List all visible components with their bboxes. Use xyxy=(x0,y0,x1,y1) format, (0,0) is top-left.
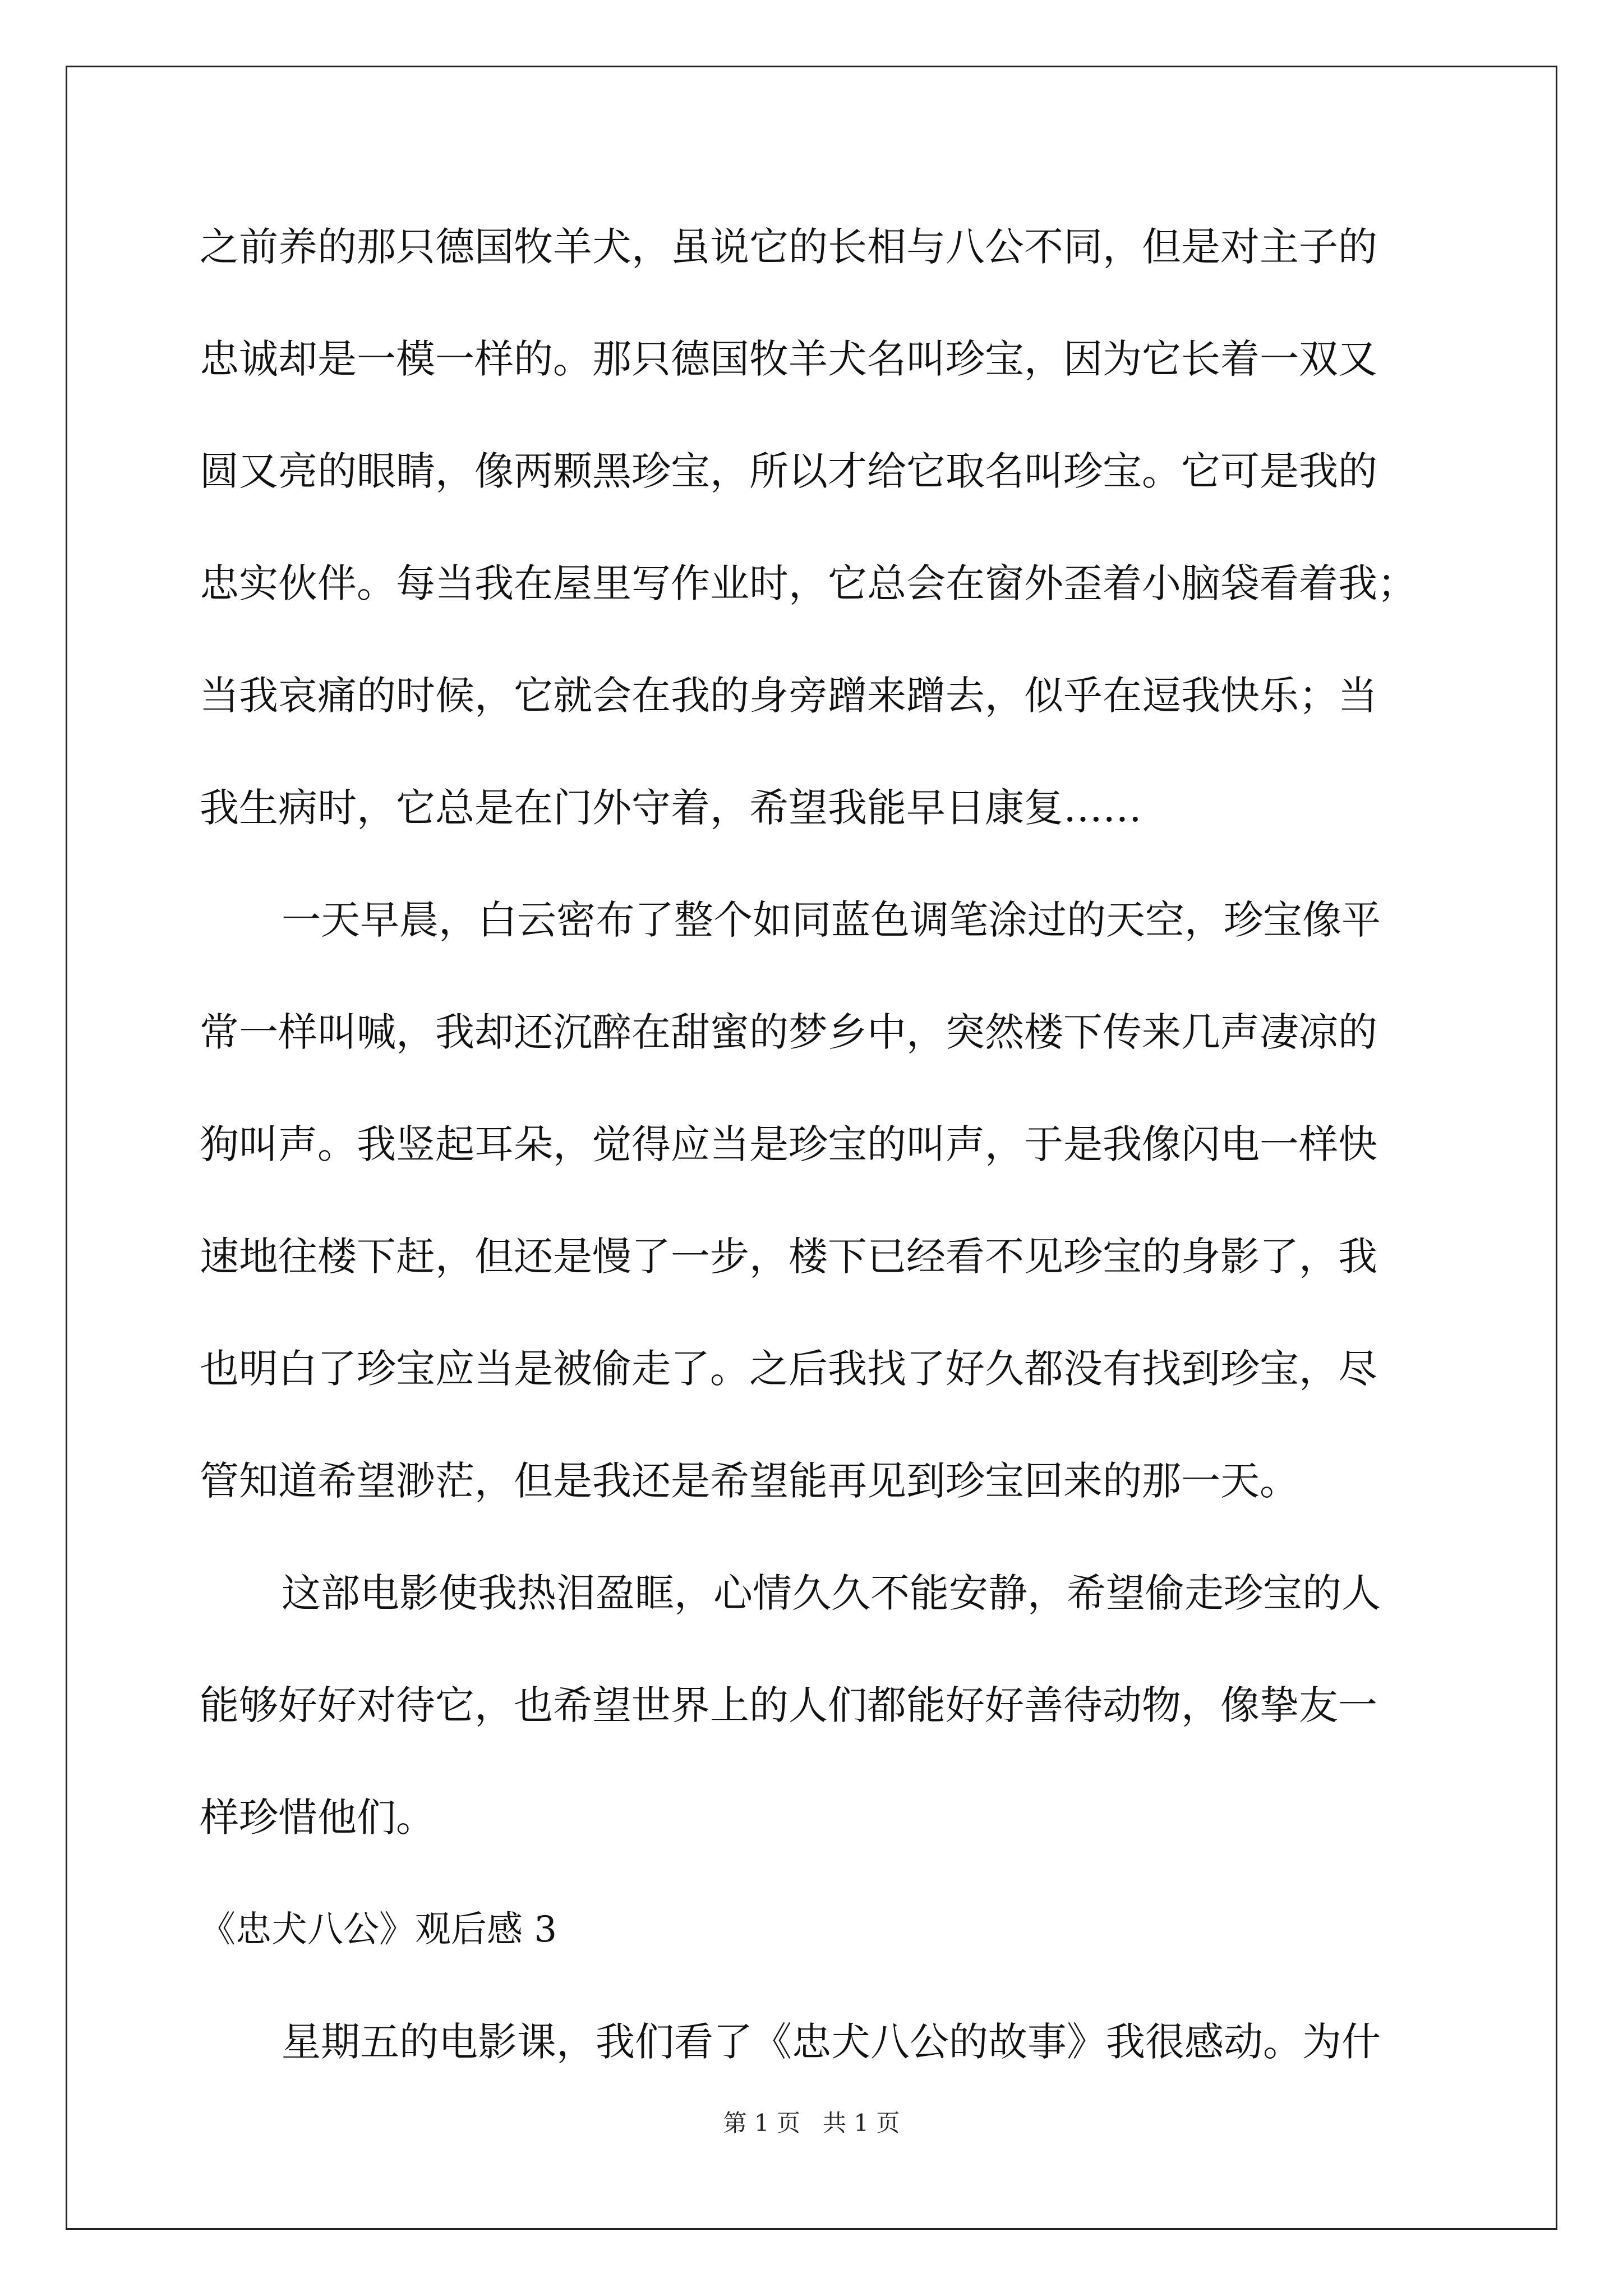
paragraph-line: 一天早晨，白云密布了整个如同蓝色调笔涂过的天空，珍宝像平 xyxy=(282,897,1381,943)
paragraph-line: 当我哀痛的时候，它就会在我的身旁蹭来蹭去，似乎在逗我快乐；当 xyxy=(200,673,1377,719)
paragraph-line: 管知道希望渺茫，但是我还是希望能再见到珍宝回来的那一天。 xyxy=(200,1458,1299,1504)
paragraph-line: 忠实伙伴。每当我在屋里写作业时，它总会在窗外歪着小脑袋看着我； xyxy=(200,560,1417,606)
paragraph-line: 能够好好对待它，也希望世界上的人们都能好好善待动物，像挚友一 xyxy=(200,1682,1377,1728)
paragraph-line: 也明白了珍宝应当是被偷走了。之后我找了好久都没有找到珍宝，尽 xyxy=(200,1346,1377,1392)
section-heading: 《忠犬八公》观后感 3 xyxy=(200,1909,557,1950)
page-footer xyxy=(0,2106,1623,2140)
paragraph-line: 速地往楼下赶，但还是慢了一步，楼下已经看不见珍宝的身影了，我 xyxy=(200,1234,1377,1280)
page-number: 第 1 页 xyxy=(723,2109,800,2137)
paragraph-line: 星期五的电影课，我们看了《忠犬八公的故事》我很感动。为什 xyxy=(282,2019,1381,2065)
paragraph-line: 样珍惜他们。 xyxy=(200,1795,435,1841)
paragraph-line: 之前养的那只德国牧羊犬，虽说它的长相与八公不同，但是对主子的 xyxy=(200,224,1377,270)
paragraph-line: 圆又亮的眼睛，像两颗黑珍宝，所以才给它取名叫珍宝。它可是我的 xyxy=(200,448,1377,494)
paragraph-line: 这部电影使我热泪盈眶，心情久久不能安静，希望偷走珍宝的人 xyxy=(282,1570,1381,1616)
page-total: 共 1 页 xyxy=(823,2109,900,2137)
paragraph-line: 常一样叫喊，我却还沉醉在甜蜜的梦乡中，突然楼下传来几声凄凉的 xyxy=(200,1009,1377,1055)
paragraph-line: 忠诚却是一模一样的。那只德国牧羊犬名叫珍宝，因为它长着一双又 xyxy=(200,336,1377,382)
paragraph-line: 我生病时，它总是在门外守着，希望我能早日康复…… xyxy=(200,785,1142,831)
paragraph-line: 狗叫声。我竖起耳朵，觉得应当是珍宝的叫声，于是我像闪电一样快 xyxy=(200,1121,1377,1167)
